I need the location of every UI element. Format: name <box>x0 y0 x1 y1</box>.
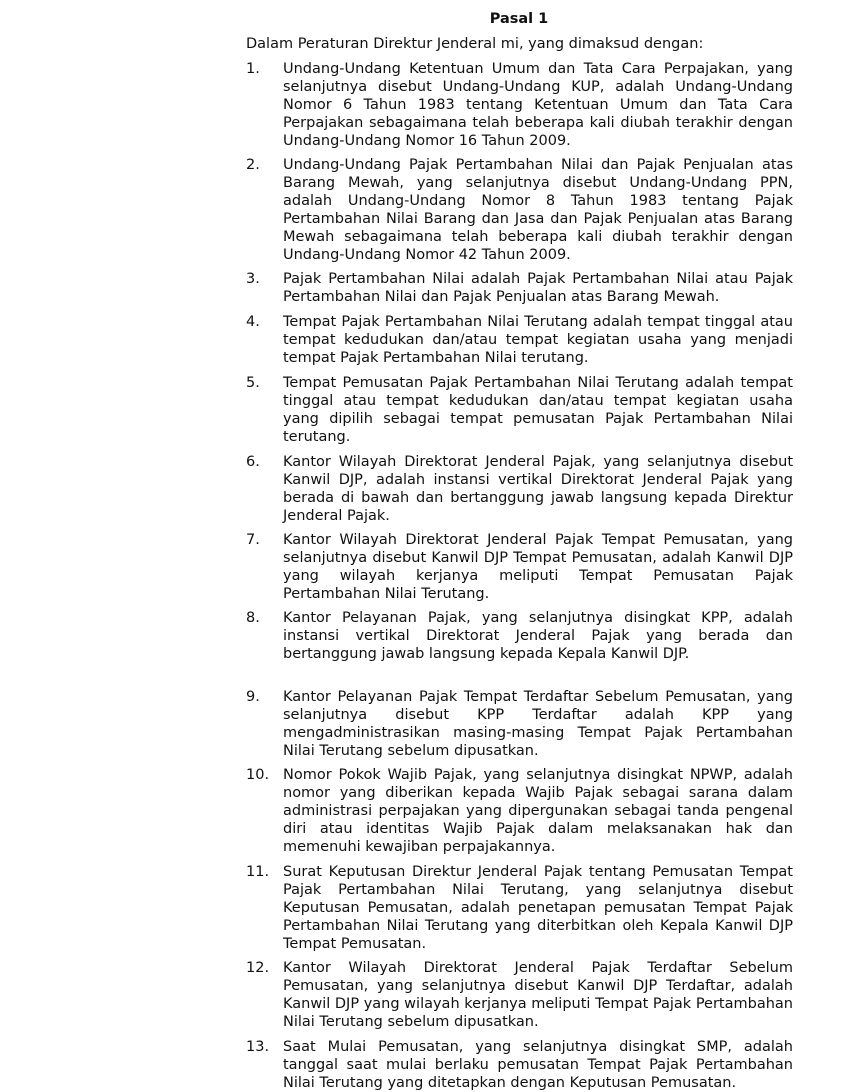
definition-item <box>246 270 793 306</box>
definition-item <box>246 531 793 603</box>
item-number: 4. <box>246 314 260 330</box>
item-text: Kantor Wilayah Direktorat Jenderal Pajak, yang selanjutnya disebut Kanwil DJP, adalah instansi vertikal Direktorat Jenderal Pajak yang berada di bawah dan bertanggung jawab langsung kepada Direktur Jenderal Pajak. <box>283 454 793 524</box>
definition-item <box>246 688 793 760</box>
definition-item <box>246 453 793 525</box>
item-number: 8. <box>246 610 260 626</box>
item-text: Tempat Pemusatan Pajak Pertambahan Nilai Terutang adalah tempat tinggal atau tempat kedudukan dan/atau tempat kegiatan usaha yang dipilih sebagai tempat pemusatan Pajak Pertambahan Nilai terutang. <box>283 375 793 445</box>
definition-item <box>246 863 793 953</box>
item-text: Surat Keputusan Direktur Jenderal Pajak tentang Pemusatan Tempat Pajak Pertambahan Nilai Terutang, yang selanjutnya disebut Keputusan Pemusatan, adalah penetapan pemusatan Tempat Pajak Pertambahan Nilai Terutang yang diterbitkan oleh Kepala Kanwil DJP Tempat Pemusatan. <box>283 864 793 952</box>
item-text: Nomor Pokok Wajib Pajak, yang selanjutnya disingkat NPWP, adalah nomor yang diberikan kepada Wajib Pajak sebagai sarana dalam administrasi perpajakan yang dipergunakan sebagai tanda pengenal diri atau identitas Wajib Pajak dalam melaksanakan hak dan memenuhi kewajiban perpajakannya. <box>283 767 793 855</box>
item-number: 11. <box>246 864 270 880</box>
definition-item <box>246 313 793 367</box>
item-text: Kantor Pelayanan Pajak, yang selanjutnya disingkat KPP, adalah instansi vertikal Direktorat Jenderal Pajak yang berada dan bertanggung jawab langsung kepada Kepala Kanwil DJP. <box>283 610 793 662</box>
item-number: 9. <box>246 689 260 705</box>
item-text: Tempat Pajak Pertambahan Nilai Terutang adalah tempat tinggal atau tempat kedudukan dan/atau tempat kegiatan usaha yang menjadi tempat Pajak Pertambahan Nilai terutang. <box>283 314 793 366</box>
definition-item <box>246 60 793 150</box>
item-number: 2. <box>246 157 260 173</box>
item-number: 13. <box>246 1039 270 1055</box>
article-title: Pasal 1 <box>489 11 549 27</box>
item-number: 7. <box>246 532 260 548</box>
item-number: 6. <box>246 454 260 470</box>
item-number: 10. <box>246 767 270 783</box>
definition-item <box>246 156 793 264</box>
definition-item <box>246 609 793 663</box>
item-text: Kantor Wilayah Direktorat Jenderal Pajak Tempat Pemusatan, yang selanjutnya disebut Kanwil DJP Tempat Pemusatan, adalah Kanwil DJP yang wilayah kerjanya meliputi Tempat Pemusatan Pajak Pertambahan Nilai Terutang. <box>283 532 793 602</box>
item-text: Kantor Pelayanan Pajak Tempat Terdaftar Sebelum Pemusatan, yang selanjutnya disebut KPP Terdaftar adalah KPP yang mengadministrasikan masing-masing Tempat Pajak Pertambahan Nilai Terutang sebelum dipusatkan. <box>283 689 793 759</box>
item-text: Undang-Undang Ketentuan Umum dan Tata Cara Perpajakan, yang selanjutnya disebut Undang-Undang KUP, adalah Undang-Undang Nomor 6 Tahun 1983 tentang Ketentuan Umum dan Tata Cara Perpajakan sebagaimana telah beberapa kali diubah terakhir dengan Undang-Undang Nomor 16 Tahun 2009. <box>283 61 793 149</box>
item-text: Pajak Pertambahan Nilai adalah Pajak Pertambahan Nilai atau Pajak Pertambahan Nilai dan Pajak Penjualan atas Barang Mewah. <box>283 271 793 305</box>
definition-item <box>246 766 793 856</box>
item-number: 5. <box>246 375 260 391</box>
definition-item <box>246 959 793 1031</box>
item-text: Kantor Wilayah Direktorat Jenderal Pajak Terdaftar Sebelum Pemusatan, yang selanjutnya disebut Kanwil DJP Terdaftar, adalah Kanwil DJP yang wilayah kerjanya meliputi Tempat Pajak Pertambahan Nilai Terutang sebelum dipusatkan. <box>283 960 793 1030</box>
item-number: 1. <box>246 61 260 77</box>
item-number: 3. <box>246 271 260 287</box>
item-text: Undang-Undang Pajak Pertambahan Nilai dan Pajak Penjualan atas Barang Mewah, yang selanjutnya disebut Undang-Undang PPN, adalah Undang-Undang Nomor 8 Tahun 1983 tentang Pajak Pertambahan Nilai Barang dan Jasa dan Pajak Penjualan atas Barang Mewah sebagaimana telah beberapa kali diubah terakhir dengan Undang-Undang Nomor 42 Tahun 2009. <box>283 157 793 263</box>
item-number: 12. <box>246 960 270 976</box>
definition-item <box>246 374 793 446</box>
intro-text: Dalam Peraturan Direktur Jenderal mi, yang dimaksud dengan: <box>246 36 704 52</box>
item-text: Saat Mulai Pemusatan, yang selanjutnya disingkat SMP, adalah tanggal saat mulai berlaku pemusatan Tempat Pajak Pertambahan Nilai Terutang yang ditetapkan dengan Keputusan Pemusatan. <box>283 1039 793 1091</box>
definition-item <box>246 1038 793 1092</box>
